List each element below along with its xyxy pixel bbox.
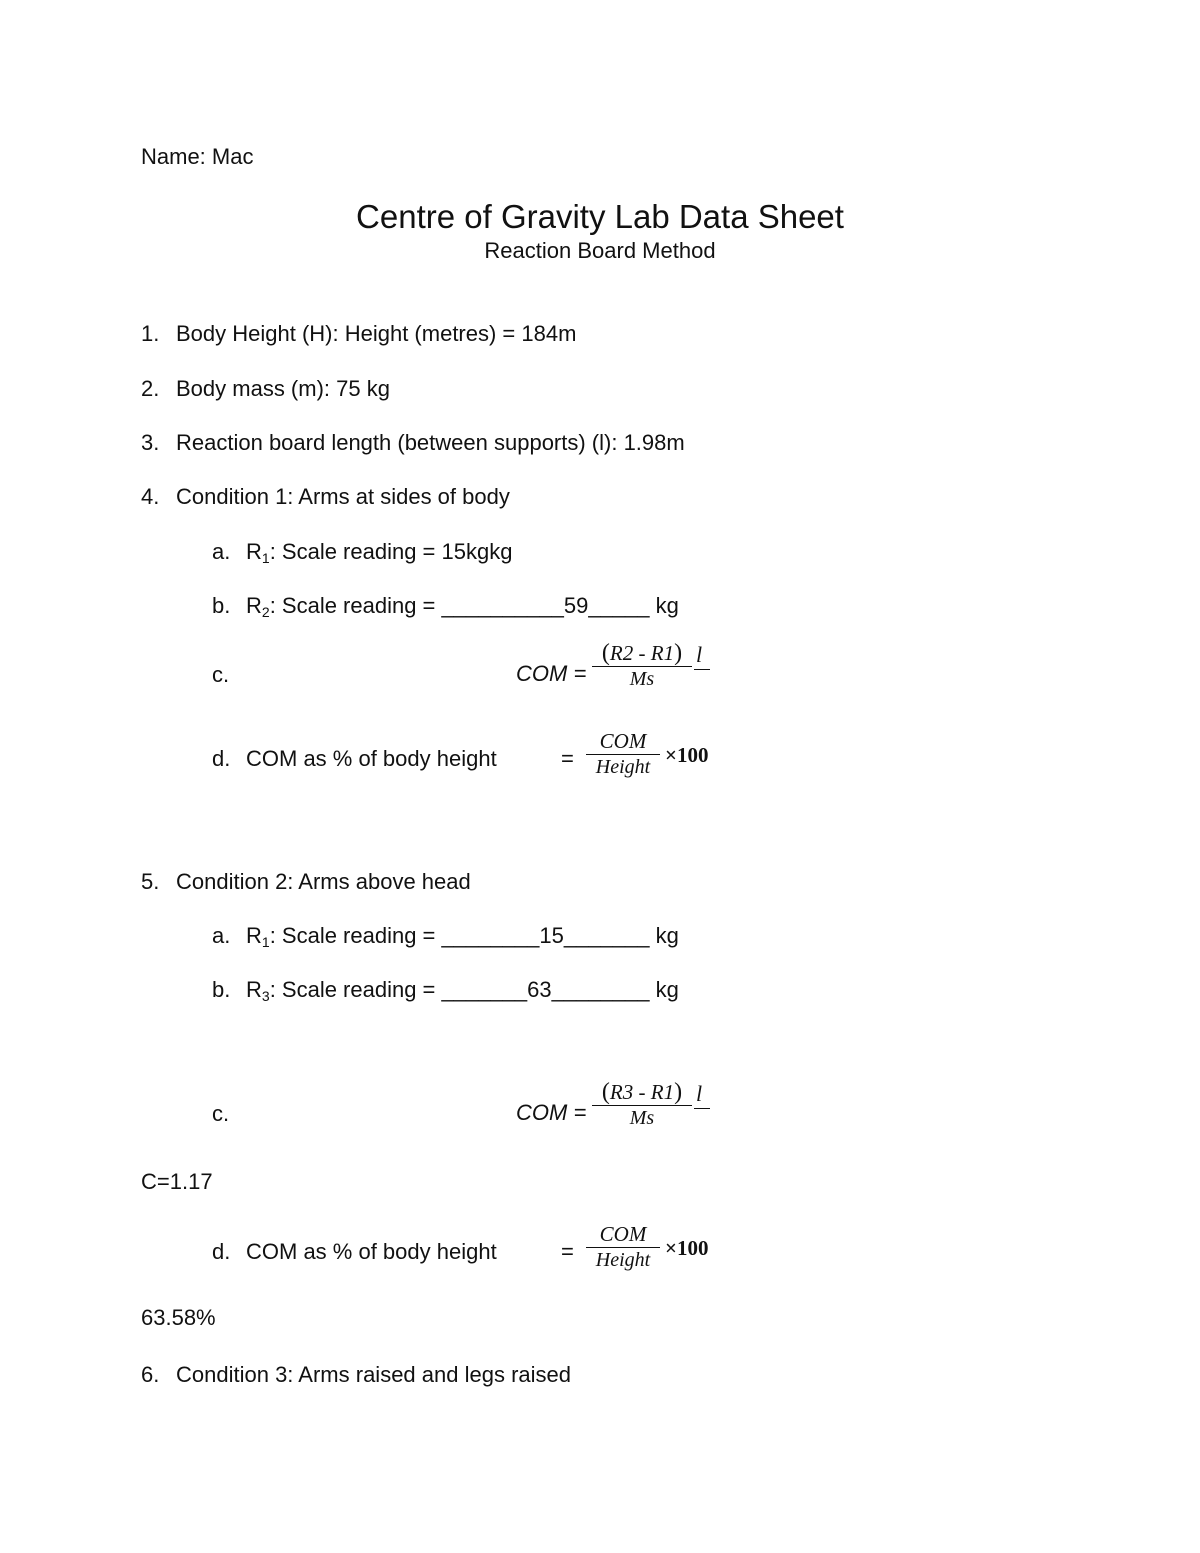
- sub-item-text: $R_1$: Scale reading = 15kgkg: [246, 539, 513, 566]
- list-item: [0, 1362, 1200, 1392]
- sub-item-text: COM as % of body height: [246, 746, 497, 771]
- item-text: Condition 2: Arms above head: [176, 869, 471, 894]
- list-item: [0, 321, 1200, 351]
- page-title: Centre of Gravity Lab Data Sheet: [356, 198, 844, 235]
- name-line: Name: Mac: [141, 144, 254, 169]
- formula-fraction: (R3 - R1) Ms: [592, 1079, 692, 1130]
- item-number: 2.: [141, 376, 160, 401]
- item-number: 3.: [141, 430, 160, 455]
- item-number: 1.: [141, 321, 160, 346]
- result-d: 63.58%: [141, 1305, 216, 1330]
- sub-item-c1-a: [0, 539, 1200, 569]
- sub-item-letter: b.: [212, 977, 231, 1002]
- item-text: Reaction board length (between supports) (l): 1.98m: [176, 430, 685, 455]
- sub-item-c1-b: [0, 593, 1200, 623]
- sub-item-letter: c.: [212, 1101, 230, 1126]
- sub-item-c1-d: d. COM as % of body height =: [212, 746, 574, 771]
- sub-item-c2-b: [0, 977, 1200, 1007]
- sub-item-letter: a.: [212, 539, 231, 564]
- list-item: [0, 376, 1200, 406]
- sub-item-letter: d.: [212, 1239, 231, 1264]
- item-text: Body Height (H): Height (metres) = 184m: [176, 321, 577, 346]
- page-subtitle: Reaction Board Method: [484, 238, 716, 263]
- list-item: [0, 869, 1200, 899]
- item-text: Condition 3: Arms raised and legs raised: [176, 1362, 571, 1387]
- sub-item-letter: b.: [212, 593, 231, 618]
- sub-item-letter: d.: [212, 746, 231, 771]
- item-text: Condition 1: Arms at sides of body: [176, 484, 510, 509]
- formula-fraction: (R2 - R1) Ms: [592, 640, 692, 691]
- sub-item-c2-a: [0, 923, 1200, 953]
- list-item: [0, 430, 1200, 460]
- list-item: [0, 484, 1200, 514]
- sub-item-letter: c.: [212, 662, 230, 687]
- sub-item-text: $R_2$: Scale reading = __________59_____ kg: [246, 593, 679, 620]
- sub-item-letter: a.: [212, 923, 231, 948]
- item-number: 4.: [141, 484, 160, 509]
- item-number: 5.: [141, 869, 160, 894]
- result-c: C=1.17: [141, 1169, 213, 1194]
- sub-item-text: COM as % of body height: [246, 1239, 497, 1264]
- sub-item-text: $R_1$: Scale reading = ________15_______ kg: [246, 923, 679, 950]
- item-number: 6.: [141, 1362, 160, 1387]
- sub-item-c2-d: d. COM as % of body height =: [212, 1239, 574, 1264]
- sub-item-text: $R_3$: Scale reading = _______63________ kg: [246, 977, 679, 1004]
- item-text: Body mass (m): 75 kg: [176, 376, 390, 401]
